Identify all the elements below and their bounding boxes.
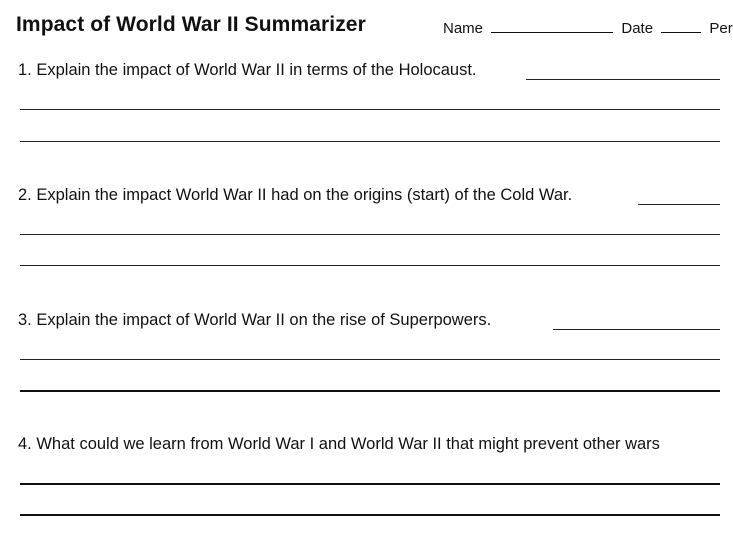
date-label: Date <box>621 20 654 37</box>
question-1: 1. Explain the impact of World War II in terms of the Holocaust. <box>18 61 477 79</box>
answer-line-q3-inline[interactable] <box>553 329 720 330</box>
answer-line-q4-a[interactable] <box>20 483 720 485</box>
answer-line-q3-a[interactable] <box>20 359 720 360</box>
question-4: 4. What could we learn from World War I and World War II that might prevent other wars <box>18 435 660 453</box>
header-fields <box>443 19 733 37</box>
question-2: 2. Explain the impact World War II had on the origins (start) of the Cold War. <box>18 186 573 204</box>
answer-line-q1-a[interactable] <box>20 109 720 110</box>
answer-line-q2-a[interactable] <box>20 234 720 235</box>
date-blank[interactable] <box>661 19 701 33</box>
name-blank[interactable] <box>491 19 613 33</box>
page-title: Impact of World War II Summarizer <box>16 13 366 36</box>
answer-line-q3-b[interactable] <box>20 390 720 392</box>
answer-line-q1-b[interactable] <box>20 141 720 142</box>
answer-line-q1-inline[interactable] <box>526 79 720 80</box>
answer-line-q4-b[interactable] <box>20 514 720 516</box>
answer-line-q2-inline[interactable] <box>638 204 720 205</box>
name-label: Name <box>443 20 484 37</box>
question-3: 3. Explain the impact of World War II on the rise of Superpowers. <box>18 311 492 329</box>
period-label: Per <box>709 20 733 37</box>
answer-line-q2-b[interactable] <box>20 265 720 266</box>
